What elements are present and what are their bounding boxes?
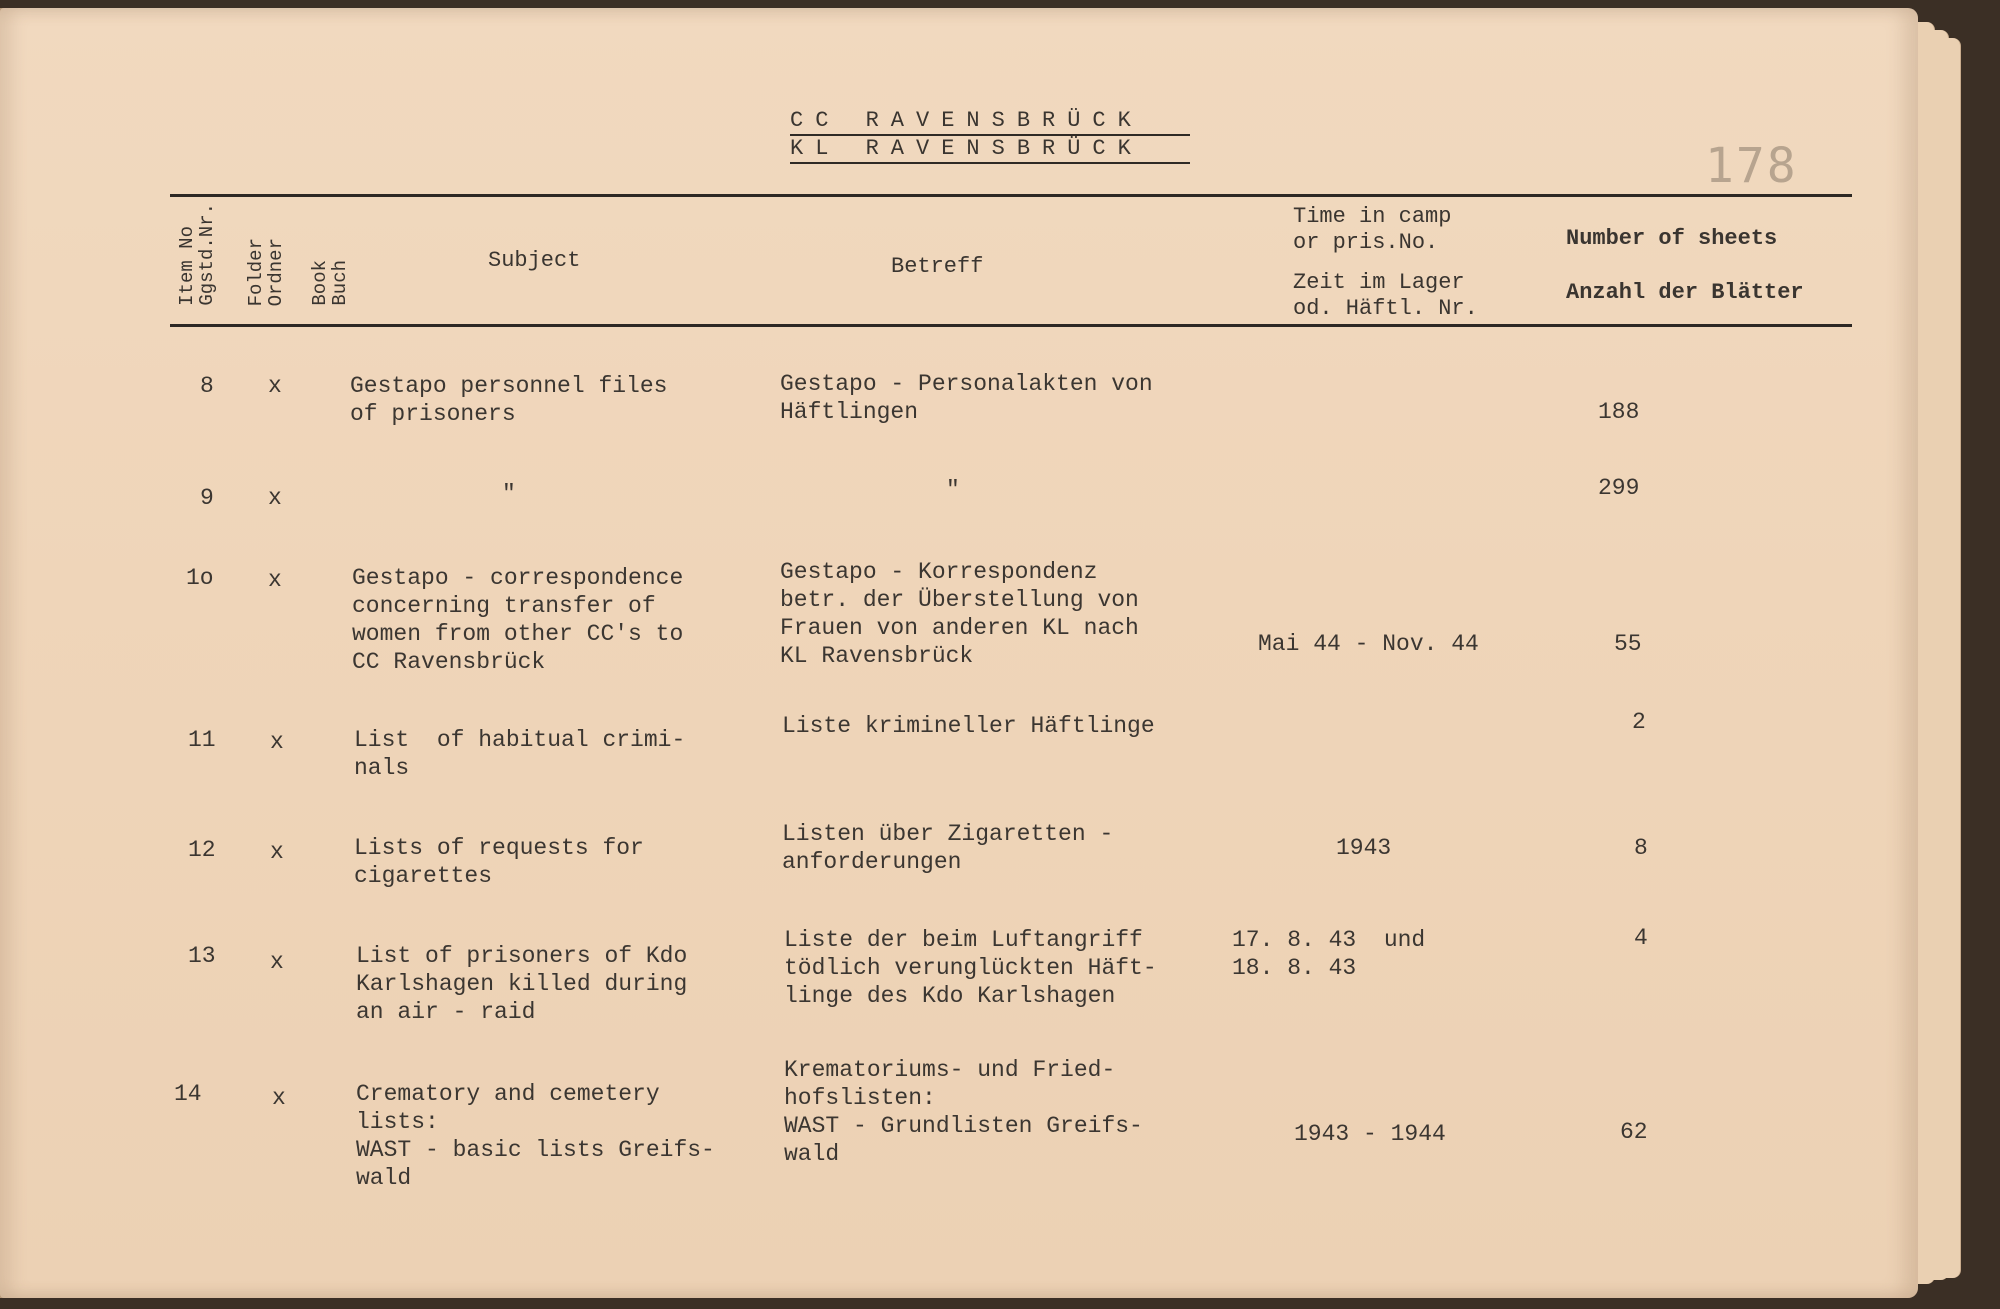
row-folder-mark: x bbox=[270, 949, 284, 975]
header-book: Book bbox=[309, 260, 331, 306]
header-top-rule bbox=[170, 194, 1852, 197]
row-item-no: 14 bbox=[174, 1081, 202, 1107]
row-time: 17. 8. 43 und 18. 8. 43 bbox=[1232, 927, 1426, 981]
row-sheets: 188 bbox=[1598, 399, 1640, 425]
row-item-no: 11 bbox=[188, 727, 216, 753]
row-betreff: Listen über Zigaretten - anforderungen bbox=[782, 821, 1114, 875]
title-german: KL RAVENSBRÜCK bbox=[790, 136, 1190, 164]
row-betreff: Gestapo - Personalakten von Häftlingen bbox=[780, 371, 1153, 425]
header-bottom-rule bbox=[170, 324, 1852, 327]
row-item-no: 8 bbox=[200, 373, 214, 399]
header-ordner: Ordner bbox=[265, 237, 287, 306]
row-subject: Gestapo personnel files of prisoners bbox=[350, 373, 668, 427]
row-folder-mark: x bbox=[268, 567, 282, 593]
header-subject: Subject bbox=[488, 248, 581, 273]
title-english: CC RAVENSBRÜCK bbox=[790, 108, 1190, 136]
title-block bbox=[790, 108, 1190, 164]
row-time: 1943 bbox=[1336, 835, 1392, 861]
row-betreff: " bbox=[946, 477, 960, 503]
row-subject: List of habitual crimi- nals bbox=[354, 727, 686, 781]
folio-number: 178 bbox=[1705, 138, 1798, 194]
row-sheets: 2 bbox=[1632, 709, 1646, 735]
row-sheets: 8 bbox=[1634, 835, 1648, 861]
header-time-de-1: Zeit im Lager bbox=[1293, 270, 1465, 295]
row-subject: Lists of requests for cigarettes bbox=[354, 835, 644, 889]
row-subject: " bbox=[502, 481, 516, 507]
header-item-no: Item No bbox=[176, 226, 198, 306]
row-item-no: 12 bbox=[188, 837, 216, 863]
header-folder: Folder bbox=[245, 237, 267, 306]
row-subject: Crematory and cemetery lists: WAST - basic lists Greifs- wald bbox=[356, 1081, 715, 1191]
row-betreff: Krematoriums- und Fried- hofslisten: WAST - Grundlisten Greifs- wald bbox=[784, 1057, 1143, 1167]
row-betreff: Liste krimineller Häftlinge bbox=[782, 713, 1155, 739]
document-page bbox=[0, 8, 1918, 1298]
row-folder-mark: x bbox=[270, 729, 284, 755]
header-ggstd-nr: Ggstd.Nr. bbox=[196, 203, 218, 306]
row-item-no: 9 bbox=[200, 485, 214, 511]
row-time: 1943 - 1944 bbox=[1294, 1121, 1446, 1147]
row-folder-mark: x bbox=[272, 1085, 286, 1111]
row-betreff: Gestapo - Korrespondenz betr. der Überstellung von Frauen von anderen KL nach KL Ravensbrück bbox=[780, 559, 1139, 669]
header-time-en-1: Time in camp bbox=[1293, 204, 1452, 229]
header-betreff: Betreff bbox=[891, 254, 984, 279]
header-buch: Buch bbox=[329, 260, 351, 306]
page-edge bbox=[1916, 38, 1961, 1278]
row-sheets: 62 bbox=[1620, 1119, 1648, 1145]
row-betreff: Liste der beim Luftangriff tödlich verunglückten Häft- linge des Kdo Karlshagen bbox=[784, 927, 1157, 1009]
header-time-de-2: od. Häftl. Nr. bbox=[1293, 296, 1478, 321]
row-folder-mark: x bbox=[270, 839, 284, 865]
header-sheets-en: Number of sheets bbox=[1566, 226, 1778, 251]
row-sheets: 55 bbox=[1614, 631, 1642, 657]
row-item-no: 13 bbox=[188, 943, 216, 969]
row-time: Mai 44 - Nov. 44 bbox=[1258, 631, 1479, 657]
row-folder-mark: x bbox=[268, 485, 282, 511]
row-item-no: 1o bbox=[186, 565, 214, 591]
row-sheets: 299 bbox=[1598, 475, 1640, 501]
row-subject: List of prisoners of Kdo Karlshagen killed during an air - raid bbox=[356, 943, 688, 1025]
row-subject: Gestapo - correspondence concerning transfer of women from other CC's to CC Ravensbrück bbox=[352, 565, 684, 675]
header-sheets-de: Anzahl der Blätter bbox=[1566, 280, 1804, 305]
row-folder-mark: x bbox=[268, 373, 282, 399]
header-time-en-2: or pris.No. bbox=[1293, 230, 1439, 255]
row-sheets: 4 bbox=[1634, 925, 1648, 951]
